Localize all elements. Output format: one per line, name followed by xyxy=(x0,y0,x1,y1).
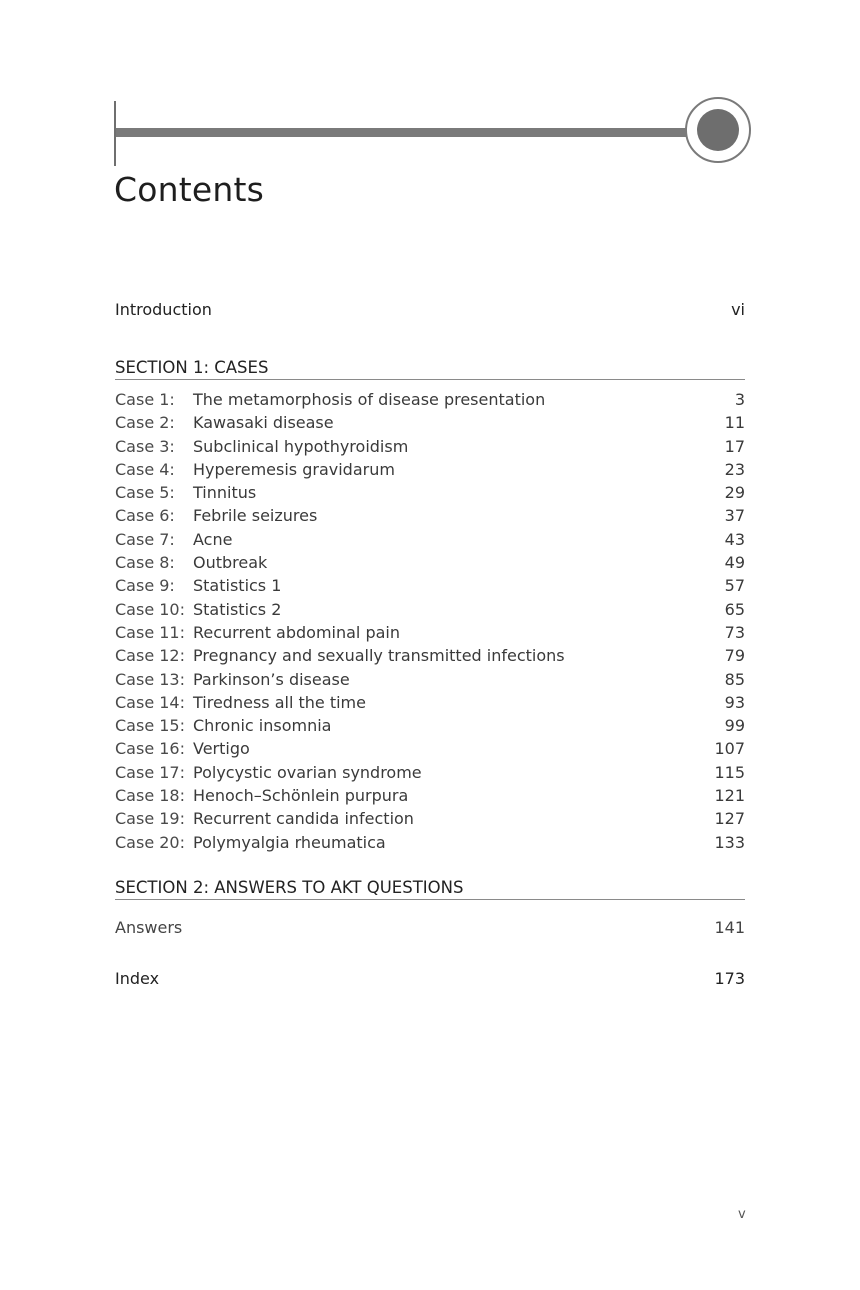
case-title: Pregnancy and sexually transmitted infections xyxy=(193,646,565,666)
table-of-contents xyxy=(115,300,745,988)
toc-entry-page: vi xyxy=(731,300,745,319)
toc-entry-label: Introduction xyxy=(115,300,212,319)
case-page: 133 xyxy=(714,832,745,852)
toc-entry-case-8[interactable] xyxy=(115,553,745,576)
case-title: Chronic insomnia xyxy=(193,716,332,736)
case-title: Parkinson’s disease xyxy=(193,669,350,689)
chapter-header-decoration xyxy=(0,0,860,175)
case-title: Statistics 2 xyxy=(193,599,282,619)
toc-entry-answers[interactable] xyxy=(115,918,745,937)
toc-entry-case-17[interactable] xyxy=(115,763,745,786)
toc-entry-case-20[interactable] xyxy=(115,833,745,856)
case-page: 93 xyxy=(724,692,745,712)
case-number: Case 5: xyxy=(115,483,175,503)
case-title: Statistics 1 xyxy=(193,576,282,596)
toc-entry-label: Index xyxy=(115,968,160,988)
toc-entry-label: Answers xyxy=(115,917,183,937)
toc-entry-index[interactable] xyxy=(115,969,745,988)
case-page: 73 xyxy=(724,622,745,642)
case-number: Case 12: xyxy=(115,646,185,666)
toc-entry-page: 173 xyxy=(714,968,745,988)
toc-entry-case-3[interactable] xyxy=(115,437,745,460)
case-title: Hyperemesis gravidarum xyxy=(193,459,395,479)
case-number: Case 10: xyxy=(115,599,185,619)
case-number: Case 2: xyxy=(115,413,175,433)
case-page: 17 xyxy=(724,436,745,456)
toc-entry-case-6[interactable] xyxy=(115,506,745,529)
case-page: 127 xyxy=(714,809,745,829)
case-page: 99 xyxy=(724,716,745,736)
case-page: 29 xyxy=(724,483,745,503)
case-number: Case 9: xyxy=(115,576,175,596)
toc-entry-case-2[interactable] xyxy=(115,413,745,436)
case-number: Case 8: xyxy=(115,553,175,573)
toc-entry-page: 141 xyxy=(714,917,745,937)
header-horizontal-rule xyxy=(116,128,690,137)
section-2-heading: SECTION 2: ANSWERS TO AKT QUESTIONS xyxy=(115,878,745,900)
case-page: 3 xyxy=(734,390,745,409)
case-title: Polymyalgia rheumatica xyxy=(193,832,386,852)
toc-entry-case-16[interactable] xyxy=(115,739,745,762)
toc-entry-case-5[interactable] xyxy=(115,483,745,506)
case-title: Tinnitus xyxy=(193,483,257,503)
toc-entry-case-7[interactable] xyxy=(115,530,745,553)
case-title: Recurrent candida infection xyxy=(193,809,414,829)
case-page: 115 xyxy=(714,762,745,782)
toc-entry-case-15[interactable] xyxy=(115,716,745,739)
case-title: The metamorphosis of disease presentation xyxy=(193,390,546,409)
case-page: 57 xyxy=(724,576,745,596)
case-number: Case 17: xyxy=(115,762,185,782)
case-number: Case 6: xyxy=(115,506,175,526)
case-title: Subclinical hypothyroidism xyxy=(193,436,409,456)
case-number: Case 14: xyxy=(115,692,185,712)
case-title: Tiredness all the time xyxy=(193,692,366,712)
case-title: Kawasaki disease xyxy=(193,413,334,433)
case-title: Acne xyxy=(193,529,233,549)
case-number: Case 13: xyxy=(115,669,185,689)
case-number: Case 7: xyxy=(115,529,175,549)
section-1-heading: SECTION 1: CASES xyxy=(115,358,745,380)
case-page: 65 xyxy=(724,599,745,619)
toc-entry-case-13[interactable] xyxy=(115,670,745,693)
case-title: Recurrent abdominal pain xyxy=(193,622,401,642)
toc-entry-case-14[interactable] xyxy=(115,693,745,716)
case-page: 37 xyxy=(724,506,745,526)
toc-entry-case-9[interactable] xyxy=(115,576,745,599)
case-page: 11 xyxy=(724,413,745,433)
case-page: 107 xyxy=(714,739,745,759)
toc-entry-case-12[interactable] xyxy=(115,646,745,669)
toc-entry-case-4[interactable] xyxy=(115,460,745,483)
case-number: Case 20: xyxy=(115,832,185,852)
case-page: 43 xyxy=(724,529,745,549)
case-number: Case 4: xyxy=(115,459,175,479)
case-title: Outbreak xyxy=(193,553,268,573)
toc-entry-case-10[interactable] xyxy=(115,600,745,623)
case-page: 121 xyxy=(714,786,745,806)
case-title: Febrile seizures xyxy=(193,506,318,526)
toc-entry-introduction[interactable] xyxy=(115,300,745,328)
case-number: Case 15: xyxy=(115,716,185,736)
case-page: 85 xyxy=(724,669,745,689)
case-number: Case 3: xyxy=(115,436,175,456)
case-number: Case 11: xyxy=(115,622,185,642)
case-title: Polycystic ovarian syndrome xyxy=(193,762,422,782)
header-circle-fill-icon xyxy=(697,109,739,151)
toc-entry-case-18[interactable] xyxy=(115,786,745,809)
page-number: v xyxy=(738,1207,746,1222)
case-page: 23 xyxy=(724,459,745,479)
case-list xyxy=(115,390,745,856)
case-number: Case 1: xyxy=(115,390,175,409)
page-title: Contents xyxy=(114,170,265,209)
case-number: Case 19: xyxy=(115,809,185,829)
case-title: Henoch–Schönlein purpura xyxy=(193,786,409,806)
toc-entry-case-19[interactable] xyxy=(115,809,745,832)
case-title: Vertigo xyxy=(193,739,250,759)
toc-entry-case-11[interactable] xyxy=(115,623,745,646)
case-number: Case 16: xyxy=(115,739,185,759)
case-number: Case 18: xyxy=(115,786,185,806)
case-page: 49 xyxy=(724,553,745,573)
toc-entry-case-1[interactable] xyxy=(115,390,745,413)
case-page: 79 xyxy=(724,646,745,666)
